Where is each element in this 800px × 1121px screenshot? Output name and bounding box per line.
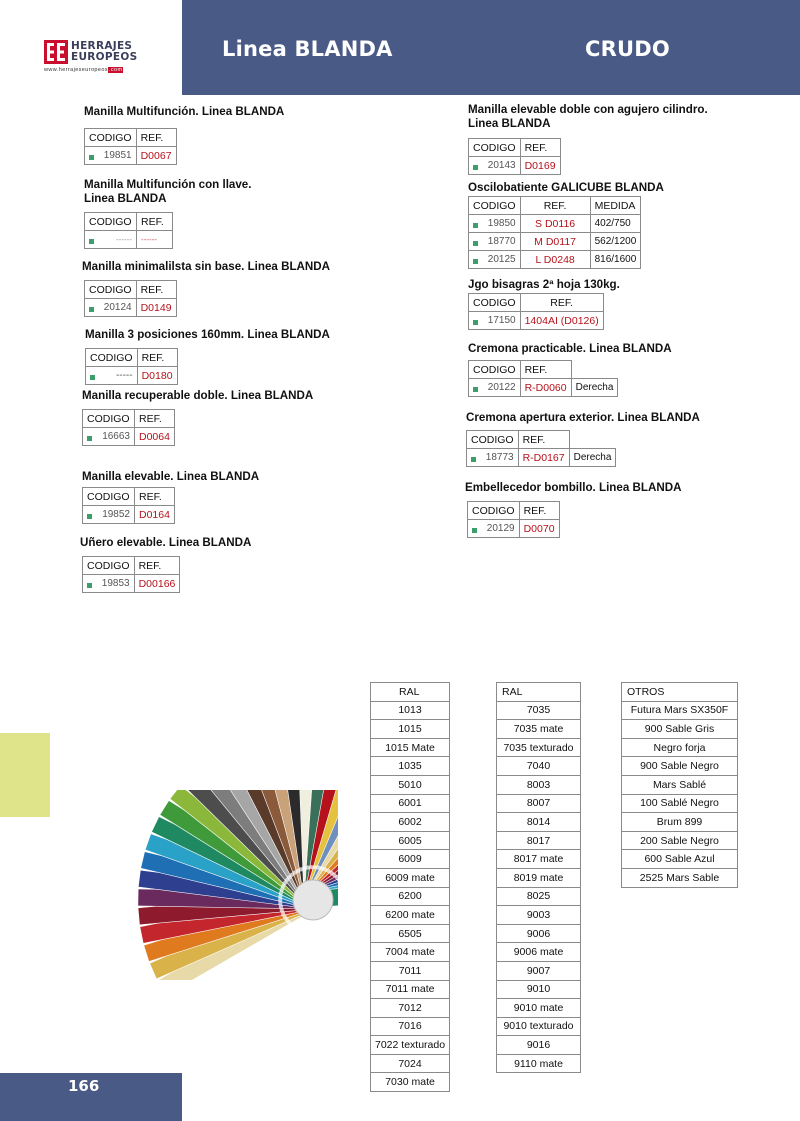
bullet-icon	[473, 259, 478, 264]
color-cell: 9010 mate	[497, 999, 581, 1018]
ral-table-1	[370, 682, 450, 1092]
color-cell: 7040	[497, 757, 581, 776]
page-number: 166	[68, 1077, 100, 1095]
bullet-icon	[473, 320, 478, 325]
color-cell: 6200	[371, 887, 450, 906]
product-table: CODIGO REF. ------ ------	[84, 212, 173, 249]
company-logo	[44, 40, 154, 76]
color-cell: 9110 mate	[497, 1054, 581, 1073]
product-table: CODIGO REF. 20122 R-D0060 Derecha	[468, 360, 618, 397]
section-title: Manilla 3 posiciones 160mm. Linea BLANDA	[85, 328, 330, 341]
color-cell: Mars Sablé	[622, 775, 738, 794]
color-cell: Futura Mars SX350F	[622, 701, 738, 720]
color-cell: 9003	[497, 906, 581, 925]
color-cell: 7004 mate	[371, 943, 450, 962]
product-table: CODIGO REF. ----- D0180	[85, 348, 178, 385]
section-title: Uñero elevable. Linea BLANDA	[80, 536, 252, 549]
color-cell: 7012	[371, 999, 450, 1018]
color-cell: 7030 mate	[371, 1073, 450, 1092]
color-cell: 9006	[497, 924, 581, 943]
bullet-icon	[87, 583, 92, 588]
color-cell: 6002	[371, 813, 450, 832]
section-title: Cremona practicable. Linea BLANDA	[468, 342, 672, 355]
color-cell: 8003	[497, 775, 581, 794]
color-cell: 8025	[497, 887, 581, 906]
product-table: CODIGO REF. 18773 R-D0167 Derecha	[466, 430, 616, 467]
color-cell: 9010	[497, 980, 581, 999]
color-cell: 7024	[371, 1054, 450, 1073]
section-title: Embellecedor bombillo. Linea BLANDA	[465, 481, 682, 494]
color-cell: 6001	[371, 794, 450, 813]
section-title: Manilla elevable doble con agujero cilindro. Linea BLANDA	[468, 103, 708, 130]
color-cell: 1013	[371, 701, 450, 720]
color-cell: 6009	[371, 850, 450, 869]
section-title: Manilla Multifunción. Linea BLANDA	[84, 105, 285, 118]
bullet-icon	[472, 528, 477, 533]
ral-header: RAL	[371, 683, 450, 702]
product-table: CODIGO REF. 19851 D0067	[84, 128, 177, 165]
color-cell: 1015	[371, 720, 450, 739]
color-cell: 6009 mate	[371, 868, 450, 887]
color-cell: 7035 texturado	[497, 738, 581, 757]
bullet-icon	[90, 375, 95, 380]
bullet-icon	[473, 223, 478, 228]
bullet-icon	[89, 155, 94, 160]
logo-text-line2: EUROPEOS	[71, 51, 138, 63]
color-cell: 8017 mate	[497, 850, 581, 869]
color-cell: 900 Sable Gris	[622, 720, 738, 739]
color-cell: 8014	[497, 813, 581, 832]
bullet-icon	[473, 165, 478, 170]
product-table: CODIGO REF. 19852 D0164	[82, 487, 175, 524]
section-title: Manilla minimalilsta sin base. Linea BLANDA	[82, 260, 331, 273]
color-cell: 8017	[497, 831, 581, 850]
section-title: Manilla elevable. Linea BLANDA	[82, 470, 260, 483]
section-title: Jgo bisagras 2ª hoja 130kg.	[468, 278, 620, 291]
color-cell: 8019 mate	[497, 868, 581, 887]
section-title: Manilla Multifunción con llave. Linea BLANDA	[84, 178, 252, 205]
color-cell: 7035 mate	[497, 720, 581, 739]
bullet-icon	[89, 239, 94, 244]
product-table: CODIGO REF. 20124 D0149	[84, 280, 177, 317]
color-cell: 6005	[371, 831, 450, 850]
color-cell: 6505	[371, 924, 450, 943]
color-cell: 6200 mate	[371, 906, 450, 925]
color-cell: 5010	[371, 775, 450, 794]
product-table: CODIGO REF. MEDIDA 19850 S D0116 402/750 18770 M D0117 562/1200 20125 L D0248 816/1600	[468, 196, 641, 269]
section-title: Cremona apertura exterior. Linea BLANDA	[466, 411, 700, 424]
color-cell: 1035	[371, 757, 450, 776]
color-cell: 7011 mate	[371, 980, 450, 999]
color-cell: 9006 mate	[497, 943, 581, 962]
bullet-icon	[89, 307, 94, 312]
product-table: CODIGO REF. 20143 D0169	[468, 138, 561, 175]
otros-header: OTROS	[622, 683, 738, 702]
page-title: Linea BLANDA	[222, 37, 393, 61]
color-cell: 9016	[497, 1036, 581, 1055]
color-cell: Brum 899	[622, 813, 738, 832]
product-table: CODIGO REF. 17150 1404AI (D0126)	[468, 293, 604, 330]
color-cell: 900 Sable Negro	[622, 757, 738, 776]
color-cell: 9007	[497, 961, 581, 980]
product-table: CODIGO REF. 20129 D0070	[467, 501, 560, 538]
logo-text-line1: HERRAJES	[71, 40, 133, 52]
ral-header: RAL	[497, 683, 581, 702]
product-table: CODIGO REF. 19853 D00166	[82, 556, 180, 593]
bullet-icon	[473, 241, 478, 246]
section-title: Manilla recuperable doble. Linea BLANDA	[82, 389, 314, 402]
color-cell: 7016	[371, 1017, 450, 1036]
accent-block	[0, 733, 50, 817]
ral-table-2	[496, 682, 581, 1073]
otros-table	[621, 682, 738, 888]
bullet-icon	[471, 457, 476, 462]
section-title: Oscilobatiente GALICUBE BLANDA	[468, 181, 664, 194]
bullet-icon	[87, 436, 92, 441]
color-cell: 8007	[497, 794, 581, 813]
color-cell: 600 Sable Azul	[622, 850, 738, 869]
color-cell: 7022 texturado	[371, 1036, 450, 1055]
bullet-icon	[87, 514, 92, 519]
color-cell: 200 Sable Negro	[622, 831, 738, 850]
color-cell: 2525 Mars Sable	[622, 868, 738, 887]
color-cell: 100 Sablé Negro	[622, 794, 738, 813]
color-cell: 1015 Mate	[371, 738, 450, 757]
color-swatch-fan-image	[88, 790, 338, 980]
bullet-icon	[473, 387, 478, 392]
product-table: CODIGO REF. 16663 D0064	[82, 409, 175, 446]
color-cell: Negro forja	[622, 738, 738, 757]
finish-title: CRUDO	[585, 37, 670, 61]
logo-url: www.herrajeseuropeos.com	[44, 67, 123, 73]
color-cell: 9010 texturado	[497, 1017, 581, 1036]
color-cell: 7011	[371, 961, 450, 980]
color-cell: 7035	[497, 701, 581, 720]
logo-mark-icon	[44, 40, 68, 64]
